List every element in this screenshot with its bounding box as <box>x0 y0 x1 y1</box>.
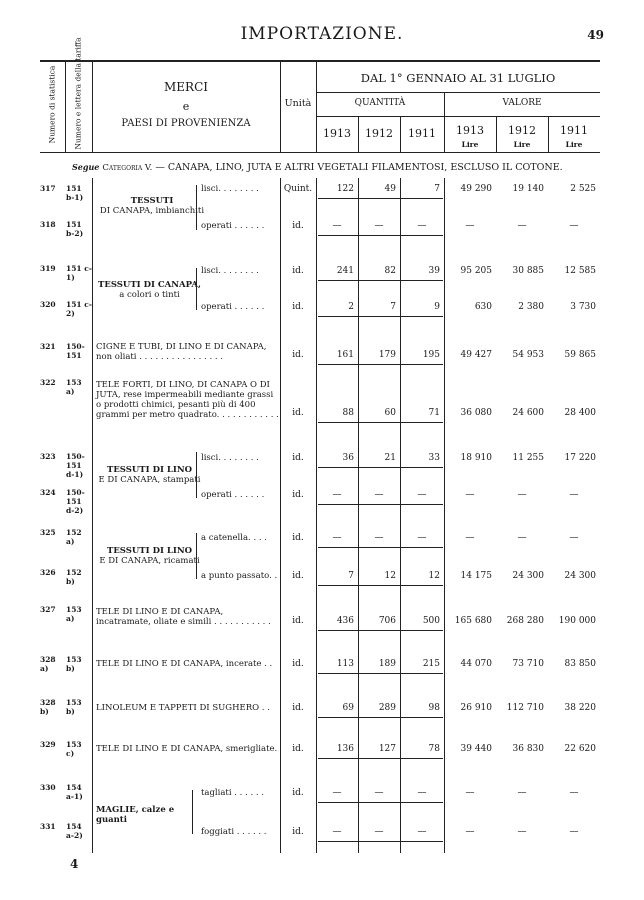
row-description: lisci. . . . . . . . <box>201 184 259 194</box>
page-title: IMPORTAZIONE. <box>240 24 404 44</box>
row-stat-number: 328 b) <box>40 698 56 716</box>
row-v1912: — <box>517 827 527 837</box>
group-label-tessuti-canapa-tinti: TESSUTI DI CANAPA, a colori o tinti <box>98 280 201 300</box>
row-v1911: — <box>569 490 579 500</box>
row-q1911: 71 <box>428 408 440 418</box>
row-q1913: — <box>332 490 342 500</box>
row-v1912: — <box>517 490 527 500</box>
category-heading <box>72 162 563 173</box>
header-year-q1912: 1912 <box>365 127 393 140</box>
row-tariff-number: 154 a-1) <box>66 783 83 801</box>
row-unit: id. <box>292 703 304 713</box>
row-v1911: 24 300 <box>564 571 596 581</box>
row-q1911: 195 <box>422 350 440 360</box>
row-stat-number: 320 <box>40 300 56 309</box>
row-description: a punto passato. . <box>201 571 278 581</box>
row-q1911: 12 <box>428 571 440 581</box>
row-rule <box>318 547 443 548</box>
row-v1912: 24 600 <box>512 408 544 418</box>
row-v1913: 18 910 <box>460 453 492 463</box>
row-unit: id. <box>292 744 304 754</box>
row-stat-number: 318 <box>40 220 56 229</box>
row-tariff-number: 154 a-2) <box>66 822 83 840</box>
row-tariff-number: 151 b-2) <box>66 220 84 238</box>
row-v1911: 12 585 <box>564 266 596 276</box>
row-q1913: — <box>332 827 342 837</box>
row-v1913: — <box>465 221 475 231</box>
row-q1912: — <box>374 533 384 543</box>
row-q1913: 2 <box>348 302 354 312</box>
row-v1912: 268 280 <box>506 616 544 626</box>
row-v1913: 95 205 <box>460 266 492 276</box>
header-quantita: QUANTITÀ <box>354 98 406 108</box>
row-q1911: 39 <box>428 266 440 276</box>
row-v1913: — <box>465 533 475 543</box>
group-bracket <box>196 452 197 498</box>
row-v1911: — <box>569 788 579 798</box>
row-unit: Quint. <box>283 184 313 194</box>
row-stat-number: 323 <box>40 452 56 461</box>
row-v1911: 83 850 <box>564 659 596 669</box>
row-q1912: 7 <box>390 302 396 312</box>
row-description: TELE DI LINO E DI CANAPA, incerate . . <box>96 659 273 669</box>
row-rule <box>318 467 443 468</box>
row-v1913: — <box>465 490 475 500</box>
row-q1911: 7 <box>434 184 440 194</box>
row-rule <box>318 585 443 586</box>
row-tariff-number: 150-151 d-2) <box>66 488 85 515</box>
row-tariff-number: 151 c-1) <box>66 264 92 282</box>
header-merci: MERCI <box>163 80 208 94</box>
row-unit: id. <box>292 266 304 276</box>
row-stat-number: 319 <box>40 264 56 273</box>
row-stat-number: 329 <box>40 740 56 749</box>
row-q1911: — <box>417 788 427 798</box>
row-v1912: 19 140 <box>512 184 544 194</box>
header-divider <box>65 60 66 153</box>
row-rule <box>318 316 443 317</box>
row-v1913: 39 440 <box>460 744 492 754</box>
row-v1911: 22 620 <box>564 744 596 754</box>
row-q1912: 60 <box>384 408 396 418</box>
category-text: — CANAPA, LINO, JUTA E ALTRI VEGETALI FILAMENTOSI, ESCLUSO IL COTONE. <box>155 162 563 173</box>
row-rule <box>318 422 443 423</box>
row-description: TELE FORTI, DI LINO, DI CANAPA O DI JUTA, rese impermeabili mediante grassi o prodotti chimici, pesanti più di 400 grammi per metro quadrato. . . . . . . . . . . . <box>96 380 279 420</box>
row-description: foggiati . . . . . . <box>201 827 267 837</box>
row-unit: id. <box>292 533 304 543</box>
row-tariff-number: 153 b) <box>66 698 82 716</box>
header-valore: VALORE <box>502 98 542 108</box>
row-q1913: 88 <box>342 408 354 418</box>
row-v1912: 24 300 <box>512 571 544 581</box>
row-q1912: 49 <box>384 184 396 194</box>
row-stat-number: 317 <box>40 184 56 193</box>
header-stat-number: Numero di statistica <box>47 65 57 144</box>
row-v1913: 14 175 <box>460 571 492 581</box>
row-unit: id. <box>292 302 304 312</box>
group-bracket <box>196 185 197 230</box>
row-unit: id. <box>292 616 304 626</box>
row-v1911: 2 525 <box>570 184 596 194</box>
row-q1913: 436 <box>336 616 354 626</box>
row-v1911: — <box>569 827 579 837</box>
row-rule <box>318 630 443 631</box>
header-e: e <box>182 100 190 113</box>
row-v1913: 36 080 <box>460 408 492 418</box>
row-q1911: — <box>417 490 427 500</box>
row-unit: id. <box>292 788 304 798</box>
row-description: CIGNE E TUBI, DI LINO E DI CANAPA, non oliati . . . . . . . . . . . . . . . . <box>96 342 267 362</box>
row-v1912: 73 710 <box>512 659 544 669</box>
group-bracket <box>192 790 193 834</box>
header-paesi: PAESI DI PROVENIENZA <box>121 118 251 129</box>
header-lire: Lire <box>565 140 583 149</box>
row-q1913: 161 <box>336 350 354 360</box>
row-stat-number: 322 <box>40 378 56 387</box>
header-unita: Unità <box>284 98 312 109</box>
row-rule <box>318 198 443 199</box>
row-tariff-number: 150-151 d-1) <box>66 452 85 479</box>
row-stat-number: 324 <box>40 488 56 497</box>
row-rule <box>318 717 443 718</box>
row-stat-number: 325 <box>40 528 56 537</box>
header-tariff-number: Numero e lettera della tariffa <box>73 37 83 150</box>
row-v1912: 112 710 <box>506 703 544 713</box>
row-unit: id. <box>292 408 304 418</box>
row-tariff-number: 153 b) <box>66 655 82 673</box>
row-v1912: 36 830 <box>512 744 544 754</box>
row-v1911: 28 400 <box>564 408 596 418</box>
row-unit: id. <box>292 827 304 837</box>
row-v1911: 38 220 <box>564 703 596 713</box>
row-q1912: — <box>374 788 384 798</box>
row-q1913: 136 <box>336 744 354 754</box>
row-stat-number: 328 a) <box>40 655 56 673</box>
row-v1913: 165 680 <box>454 616 492 626</box>
group-bracket <box>196 268 197 310</box>
header-year-v1913: 1913 <box>456 124 484 137</box>
row-q1913: — <box>332 788 342 798</box>
row-stat-number: 330 <box>40 783 56 792</box>
header-year-q1911: 1911 <box>408 127 436 140</box>
row-q1913: — <box>332 221 342 231</box>
row-unit: id. <box>292 350 304 360</box>
row-v1911: 59 865 <box>564 350 596 360</box>
row-q1913: 241 <box>336 266 354 276</box>
row-q1912: 21 <box>384 453 396 463</box>
row-q1913: — <box>332 533 342 543</box>
header-lire: Lire <box>461 140 479 149</box>
row-unit: id. <box>292 490 304 500</box>
header-lire: Lire <box>513 140 531 149</box>
header-bottom-rule <box>40 152 600 153</box>
header-year-q1913: 1913 <box>323 127 351 140</box>
row-q1913: 36 <box>342 453 354 463</box>
row-rule <box>318 802 443 803</box>
row-stat-number: 321 <box>40 342 56 351</box>
row-description: operati . . . . . . <box>201 302 265 312</box>
row-v1913: 26 910 <box>460 703 492 713</box>
row-tariff-number: 151 c-2) <box>66 300 92 318</box>
row-q1912: 706 <box>378 616 396 626</box>
row-tariff-number: 153 a) <box>66 378 82 396</box>
row-q1912: — <box>374 827 384 837</box>
row-unit: id. <box>292 659 304 669</box>
row-q1912: — <box>374 490 384 500</box>
row-v1913: — <box>465 827 475 837</box>
row-q1911: 500 <box>422 616 440 626</box>
row-q1912: — <box>374 221 384 231</box>
row-v1912: — <box>517 788 527 798</box>
row-stat-number: 326 <box>40 568 56 577</box>
row-v1911: 3 730 <box>570 302 596 312</box>
row-unit: id. <box>292 571 304 581</box>
row-q1912: 179 <box>378 350 396 360</box>
row-q1911: — <box>417 827 427 837</box>
row-tariff-number: 153 c) <box>66 740 82 758</box>
row-v1913: 49 427 <box>460 350 492 360</box>
header-top-rule <box>40 60 600 62</box>
row-v1911: 17 220 <box>564 453 596 463</box>
row-q1913: 113 <box>336 659 354 669</box>
row-description: a catenella. . . . <box>201 533 267 543</box>
row-q1912: 127 <box>378 744 396 754</box>
row-rule <box>318 504 443 505</box>
row-description: LINOLEUM E TAPPETI DI SUGHERO . . <box>96 703 270 713</box>
row-rule <box>318 758 443 759</box>
row-v1911: — <box>569 533 579 543</box>
row-rule <box>318 364 443 365</box>
row-v1911: 190 000 <box>558 616 596 626</box>
header-rule <box>316 92 600 93</box>
row-q1913: 7 <box>348 571 354 581</box>
row-description: TELE DI LINO E DI CANAPA, smerigliate. <box>96 744 278 754</box>
row-description: operati . . . . . . <box>201 490 265 500</box>
row-q1911: — <box>417 221 427 231</box>
row-tariff-number: 152 b) <box>66 568 82 586</box>
row-description: operati . . . . . . <box>201 221 265 231</box>
row-tariff-number: 151 b-1) <box>66 184 84 202</box>
row-description: lisci. . . . . . . . <box>201 266 259 276</box>
row-description: lisci. . . . . . . . <box>201 453 259 463</box>
row-v1913: 630 <box>474 302 492 312</box>
row-description: TELE DI LINO E DI CANAPA, incatramate, oliate e simili . . . . . . . . . . . <box>96 607 271 627</box>
row-q1912: 82 <box>384 266 396 276</box>
row-v1913: — <box>465 788 475 798</box>
footer-number: 4 <box>70 857 79 871</box>
row-v1912: — <box>517 533 527 543</box>
group-label-tessuti-lino-ricamati: TESSUTI DI LINO E DI CANAPA, ricamati <box>99 546 200 566</box>
row-v1912: — <box>517 221 527 231</box>
row-unit: id. <box>292 221 304 231</box>
row-q1911: — <box>417 533 427 543</box>
row-q1911: 33 <box>428 453 440 463</box>
row-stat-number: 327 <box>40 605 56 614</box>
row-q1913: 122 <box>336 184 354 194</box>
row-v1912: 30 885 <box>512 266 544 276</box>
header-period: DAL 1° GENNAIO AL 31 LUGLIO <box>360 71 556 85</box>
row-q1911: 98 <box>428 703 440 713</box>
row-tariff-number: 150-151 <box>66 342 85 360</box>
group-label-tessuti-lino-stampati: TESSUTI DI LINO E DI CANAPA, stampati <box>98 465 201 485</box>
row-v1913: 44 070 <box>460 659 492 669</box>
row-q1913: 69 <box>342 703 354 713</box>
group-label-maglie: MAGLIE, calze e guanti <box>96 805 175 825</box>
row-q1911: 78 <box>428 744 440 754</box>
row-q1911: 9 <box>434 302 440 312</box>
group-bracket <box>196 533 197 579</box>
row-v1912: 2 380 <box>518 302 544 312</box>
category-prefix: Segue <box>72 162 100 172</box>
row-rule <box>318 841 443 842</box>
row-tariff-number: 152 a) <box>66 528 82 546</box>
row-tariff-number: 153 a) <box>66 605 82 623</box>
header-year-v1911: 1911 <box>560 124 588 137</box>
row-rule <box>318 235 443 236</box>
row-rule <box>318 280 443 281</box>
row-v1913: 49 290 <box>460 184 492 194</box>
row-unit: id. <box>292 453 304 463</box>
row-rule <box>318 673 443 674</box>
row-stat-number: 331 <box>40 822 56 831</box>
row-description: tagliati . . . . . . <box>201 788 264 798</box>
row-q1912: 12 <box>384 571 396 581</box>
group-label-tessuti-canapa-imbianchiti: TESSUTI DI CANAPA, imbianchiti <box>99 196 205 216</box>
header-year-v1912: 1912 <box>508 124 536 137</box>
row-v1912: 54 953 <box>512 350 544 360</box>
page-number: 49 <box>587 28 604 42</box>
row-q1912: 189 <box>378 659 396 669</box>
row-v1912: 11 255 <box>512 453 544 463</box>
category-label: Categoria V. <box>102 163 153 173</box>
row-v1911: — <box>569 221 579 231</box>
row-q1912: 289 <box>378 703 396 713</box>
row-q1911: 215 <box>422 659 440 669</box>
